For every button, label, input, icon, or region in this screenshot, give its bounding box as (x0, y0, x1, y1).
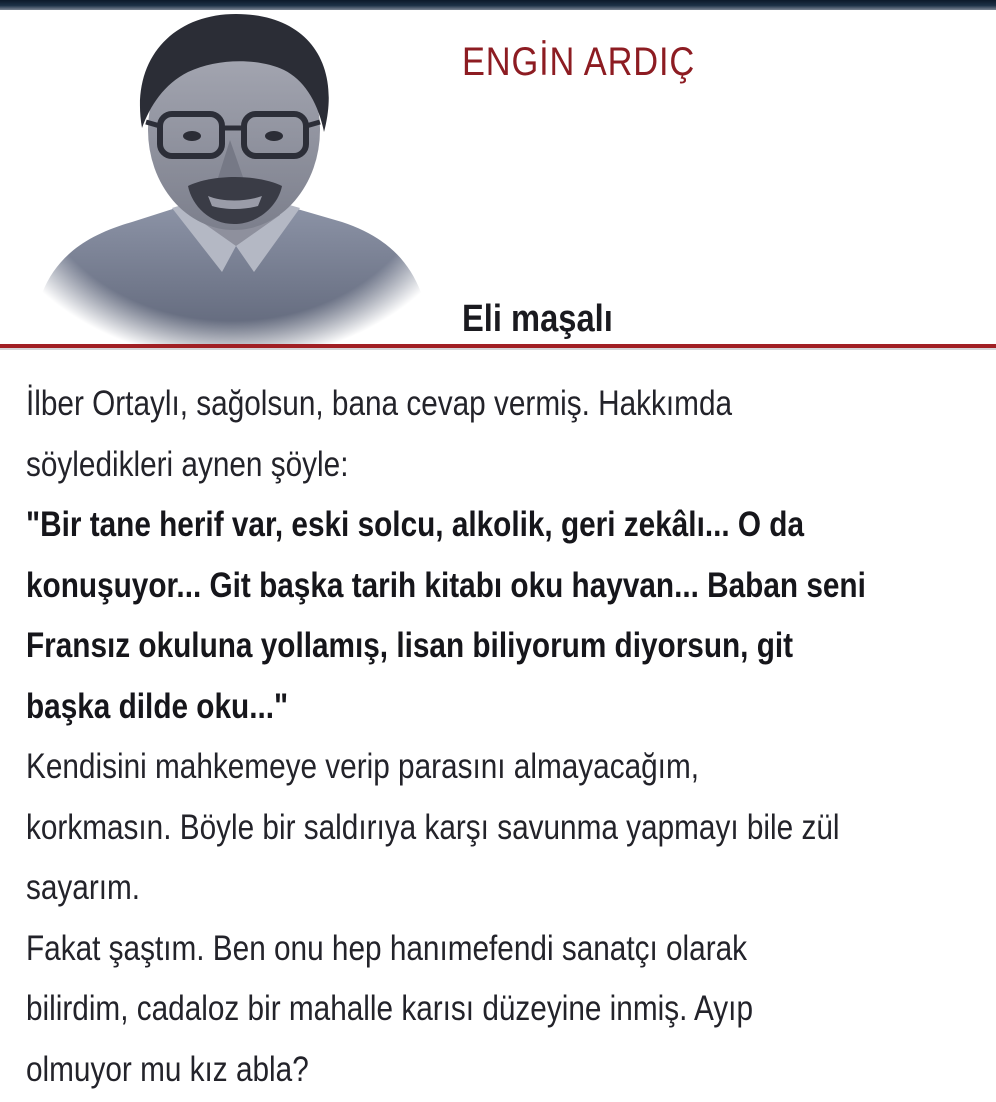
header-divider-shadow (0, 348, 996, 350)
quote-line: "Bir tane herif var, eski solcu, alkolik, geri zekâlı... O da (26, 505, 805, 544)
article-line: Kendisini mahkemeye verip parasını almayacağım, (26, 747, 700, 786)
author-portrait-image (22, 10, 442, 344)
article-line: sayarım. (26, 868, 141, 907)
article-title: Eli maşalı (462, 298, 613, 340)
column-header (0, 10, 996, 344)
article-line: bilirdim, cadaloz bir mahalle karısı düzeyine inmiş. Ayıp (26, 989, 753, 1028)
quote-line: konuşuyor... Git başka tarih kitabı oku hayvan... Baban seni (26, 565, 866, 605)
article-line: korkmasın. Böyle bir saldırıya karşı savunma yapmayı bile zül (26, 807, 840, 847)
article-line: olmuyor mu kız abla? (26, 1049, 309, 1089)
article-body (26, 374, 961, 1100)
quote-line: Fransız okuluna yollamış, lisan biliyorum diyorsun, git (26, 626, 794, 665)
top-bar (0, 0, 996, 10)
article-line: İlber Ortaylı, sağolsun, bana cevap vermiş. Hakkımda (26, 384, 733, 423)
article-line: söyledikleri aynen şöyle: (26, 444, 349, 484)
author-name: ENGİN ARDIÇ (462, 40, 696, 84)
quote-line: başka dilde oku..." (26, 686, 289, 726)
article-line: Fakat şaştım. Ben onu hep hanımefendi sanatçı olarak (26, 928, 748, 968)
